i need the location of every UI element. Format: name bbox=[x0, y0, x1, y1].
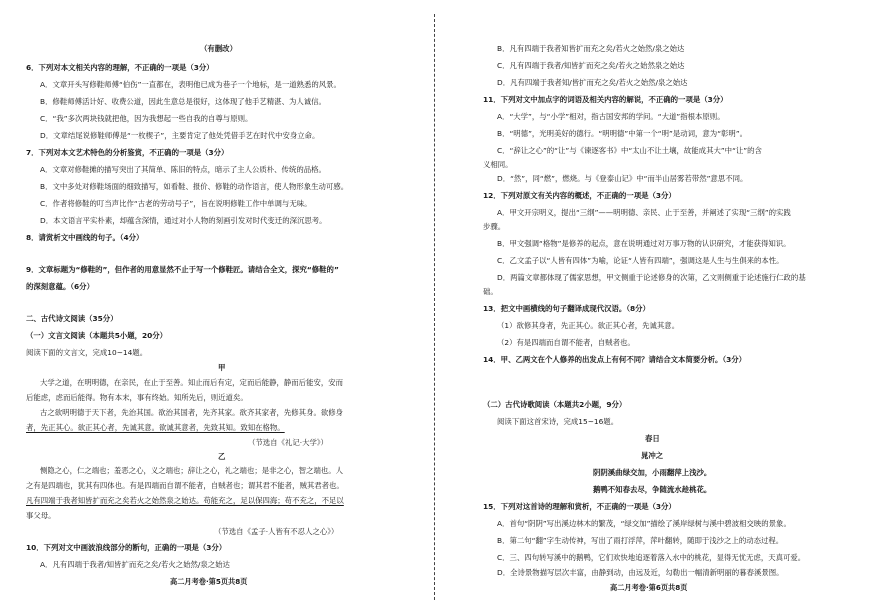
q12-option-d: D．两篇文章都体现了儒家思想，甲文侧重于论述修身的次第，乙文则侧重于论述施行仁政的基 bbox=[497, 273, 806, 282]
q15-option-b: B．第二句“翻”字生动传神，写出了雨打浮萍，萍叶翻转，随即于浅沙之上的动态过程。 bbox=[497, 536, 784, 545]
question-9-cont: 的深刻意蕴。（6分） bbox=[26, 282, 94, 291]
q6-option-b: B．修鞋师傅活计好、收费公道，因此生意总是很好，这体现了他手艺精湛、为人诚信。 bbox=[40, 97, 326, 106]
q12-option-a-cont: 步骤。 bbox=[483, 222, 506, 231]
q11-option-c: C．“辞让之心”的“让”与《谏逐客书》中“太山不让土壤，故能成其大”中“让”的含 bbox=[497, 146, 762, 155]
q12-option-b: B．甲文强调“格物”是修养的起点，意在说明通过对万事万物的认识研究，才能获得知识。 bbox=[497, 239, 791, 248]
q12-option-c: C．乙文孟子以“人皆有四体”为喻，论证“人皆有四端”，强调这是人生与生俱来的本性。 bbox=[497, 256, 784, 265]
section-2-heading: 二、古代诗文阅读（35分） bbox=[26, 314, 118, 323]
text-yi-line-3: 凡有四端于我者知皆扩而充之矣若火之始然泉之始达。苟能充之，足以保四海；苟不充之，不足以 bbox=[26, 496, 344, 505]
question-14: 14．甲、乙两文在个人修养的出发点上有何不同？请结合文本简要分析。（3分） bbox=[483, 355, 747, 364]
q10-option-d: D．凡有四端于我者知/皆扩而充之矣/若火之始然/泉之始达 bbox=[497, 78, 688, 87]
q10-option-c: C．凡有四端于我者/知皆扩而充之矣/若火之始然泉之始达 bbox=[497, 61, 685, 70]
text-jia-line-1: 大学之道，在明明德，在亲民，在止于至善。知止而后有定，定而后能静，静而后能安，安而 bbox=[40, 378, 344, 387]
page-footer-6: 高二月考卷·第6页共8页 bbox=[610, 583, 688, 592]
q15-option-a: A．首句“阴阴”写出溪边林木的繁茂，“绿交加”描绘了溪岸绿树与溪中碧波相交映的景象。 bbox=[497, 519, 791, 528]
poem-line-2: 鹅鸭不知春去尽，争随流水趁桃花。 bbox=[593, 485, 712, 494]
right-page bbox=[435, 0, 870, 614]
question-12: 12．下列对原文有关内容的概述，不正确的一项是（3分） bbox=[483, 191, 676, 200]
page-footer-5: 高二月考卷·第5页共8页 bbox=[170, 577, 248, 586]
q7-option-b: B．文中多处对修鞋场面的细致描写，如看鞋、报价、修鞋的动作语言，使人物形象生动可感。 bbox=[40, 182, 349, 191]
q7-option-d: D．本文语言平实朴素，却蕴含深情，通过对小人物的刻画引发对时代变迁的深沉思考。 bbox=[40, 216, 327, 225]
q13-item-2: （2）有是四端而自谓不能者，自贼者也。 bbox=[497, 338, 635, 347]
question-13: 13．把文中画横线的句子翻译成现代汉语。（8分） bbox=[483, 304, 650, 313]
text-yi-label: 乙 bbox=[218, 452, 226, 461]
q13-item-1: （1）欲修其身者，先正其心。欲正其心者，先诚其意。 bbox=[497, 321, 680, 330]
text-yi-source: （节选自《孟子·人皆有不忍人之心》） bbox=[214, 527, 339, 536]
text-jia-line-4: 者，先正其心。欲正其心者，先诚其意。欲诚其意者，先致其知。致知在格物。 bbox=[26, 423, 285, 432]
text-jia-label: 甲 bbox=[218, 363, 226, 372]
poem-author: 晁冲之 bbox=[641, 451, 664, 460]
text-yi-line-2: 之有是四端也，犹其有四体也。有是四端而自谓不能者，自贼者也；谓其君不能者，贼其君者也。 bbox=[26, 481, 344, 490]
subsection-1-heading: （一）文言文阅读（本题共5小题，20分） bbox=[26, 331, 168, 340]
text-yi-line-4: 事父母。 bbox=[26, 511, 56, 520]
poem-line-1: 阴阴溪曲绿交加，小雨翻萍上浅沙。 bbox=[593, 468, 712, 477]
q11-option-a: A．“大学”，与“小学”相对，指古国安邦的学问。“大道”指根本原则。 bbox=[497, 112, 725, 121]
q7-option-a: A．文章对修鞋摊的描写突出了其简单、陈旧的特点，暗示了主人公质朴、传统的品格。 bbox=[40, 165, 326, 174]
q12-option-d-cont: 础。 bbox=[483, 287, 498, 296]
source-note: （有删改） bbox=[200, 44, 237, 53]
poem-title: 春日 bbox=[645, 434, 660, 443]
q10-option-a: A．凡有四端于我者/知皆扩而充之矣/若火之始然/泉之始达 bbox=[40, 560, 230, 569]
question-7: 7．下列对本文艺术特色的分析鉴赏，不正确的一项是（3分） bbox=[26, 148, 229, 157]
question-10: 10．下列对文中画波浪线部分的断句，正确的一项是（3分） bbox=[26, 543, 227, 552]
q11-option-b: B．“明德”，光明美好的德行。“明明德”中第一个“明”是动词，意为“彰明”。 bbox=[497, 129, 748, 138]
q12-option-a: A．甲文开宗明义，提出“三纲”——明明德、亲民、止于至善，并阐述了实现“三纲”的实践 bbox=[497, 208, 791, 217]
text-jia-line-2: 后能虑，虑而后能得。物有本末，事有终始。知所先后，则近道矣。 bbox=[26, 393, 248, 402]
poem-instruction: 阅读下面这首宋诗，完成15~16题。 bbox=[497, 417, 619, 426]
question-6: 6．下列对本文相关内容的理解，不正确的一项是（3分） bbox=[26, 63, 214, 72]
q6-option-d: D．文章结尾说修鞋师傅是“一枚楔子”，主要肯定了他处凭借手艺在时代中安身立命。 bbox=[40, 131, 320, 140]
question-11: 11．下列对文中加点字的词语及相关内容的解说，不正确的一项是（3分） bbox=[483, 95, 728, 104]
question-8: 8．请赏析文中画线的句子。（4分） bbox=[26, 233, 144, 242]
q11-option-c-cont: 义相同。 bbox=[483, 160, 513, 169]
q6-option-c: C．“我”多次两块钱就把他，因为我想起一些自我的自尊与原则。 bbox=[40, 114, 253, 123]
q7-option-c: C．作者将修鞋的叮当声比作“古老的劳动号子”，旨在说明修鞋工作中单调与无味。 bbox=[40, 199, 312, 208]
q10-option-b: B．凡有四端于我者知皆扩而充之矣/若火之始然/泉之始达 bbox=[497, 44, 685, 53]
q6-option-a: A．文章开头写修鞋师傅“伯伤”一直都在，表明他已成为巷子一个地标，是一道熟悉的风景。 bbox=[40, 80, 341, 89]
q11-option-d: D．“然”，同“燃”，燃烧。与《登泰山记》中“而半山居雾若带然”意思不同。 bbox=[497, 174, 748, 183]
q15-option-d: D．全诗景物描写层次丰富，由静到动，由远及近，勾勒出一幅清新明丽的暮春溪景图。 bbox=[497, 568, 784, 577]
question-15: 15．下列对这首诗的理解和赏析，不正确的一项是（3分） bbox=[483, 502, 676, 511]
text-jia-line-3: 古之欲明明德于天下者，先治其国。欲治其国者，先齐其家。欲齐其家者，先修其身。欲修身 bbox=[40, 408, 344, 417]
subsection-2-heading: （二）古代诗歌阅读（本题共2小题，9分） bbox=[483, 400, 627, 409]
question-9: 9．文章标题为“修鞋的”，但作者的用意显然不止于写一个修鞋匠。请结合全文，探究“修鞋的” bbox=[26, 265, 339, 274]
q15-option-c: C．三、四句转写溪中的鹅鸭，它们欢快地追逐着落入水中的桃花，显得无忧无虑，天真可爱。 bbox=[497, 553, 806, 562]
text-jia-source: （节选自《礼记·大学》） bbox=[248, 438, 328, 447]
reading-instruction: 阅读下面的文言文，完成10~14题。 bbox=[26, 348, 148, 357]
text-yi-line-1: 恻隐之心，仁之端也；羞恶之心，义之端也；辞让之心，礼之端也；是非之心，智之端也。人 bbox=[40, 466, 344, 475]
